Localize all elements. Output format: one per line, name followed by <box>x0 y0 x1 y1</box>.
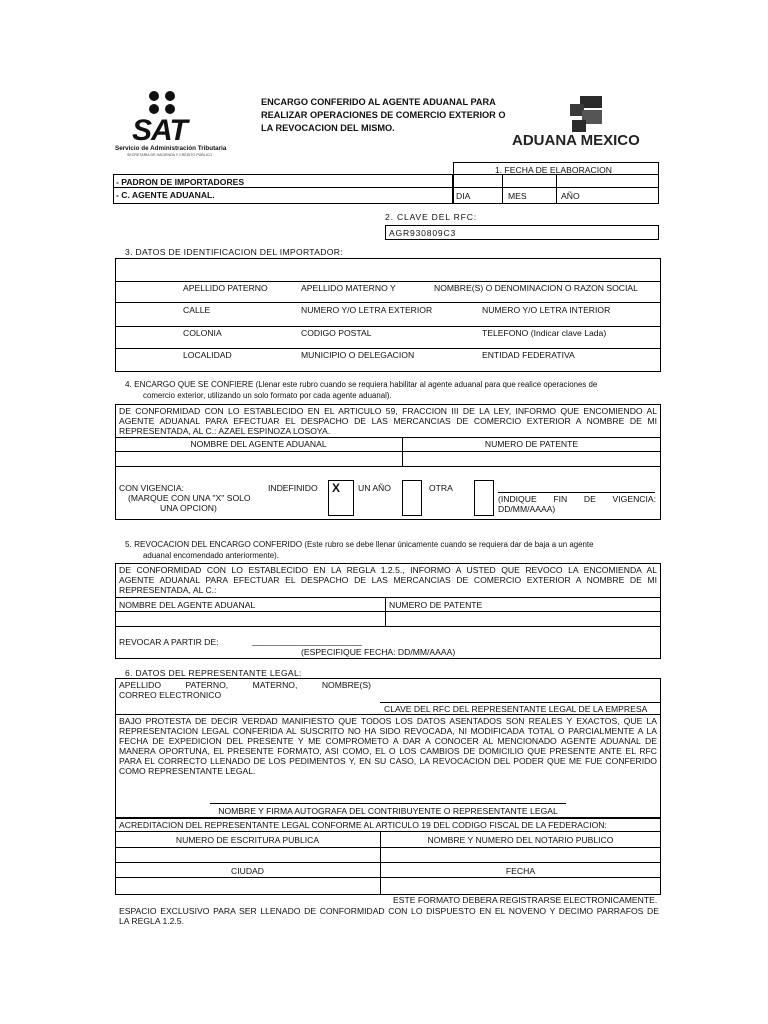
field-rep-apellido-paterno: APELLIDO PATERNO, <box>119 680 229 690</box>
marque-hint: (MARQUE CON UNA "X" SOLO <box>128 493 251 503</box>
form-title-line: REALIZAR OPERACIONES DE COMERCIO EXTERIOR O <box>261 110 506 120</box>
col-fecha: FECHA <box>505 866 536 876</box>
sat-logo <box>115 90 235 160</box>
field-numero-exterior: NUMERO Y/O LETRA EXTERIOR <box>301 305 433 315</box>
indefinido-label: INDEFINIDO <box>268 483 318 493</box>
col-escritura: NUMERO DE ESCRITURA PUBLICA <box>175 835 320 845</box>
revocar-fecha-field[interactable]: _______________________ <box>252 636 362 646</box>
fecha-mes: MES <box>508 191 527 201</box>
fecha-anio: AÑO <box>561 191 580 201</box>
fecha-label: 1. FECHA DE ELABORACION <box>495 165 613 175</box>
sat-logo-text: SAT <box>132 114 187 147</box>
col-ciudad: CIUDAD <box>231 866 264 876</box>
section5-heading-note: (Este rubro se debe llenar únicamente cuando se requiera dar de baja a un agente <box>304 540 594 549</box>
espacio-exclusivo-line: ESPACIO EXCLUSIVO PARA SER LLENADO DE CONFORMIDAD CON LO DISPUESTO EN EL NOVENO Y DECIMO PARRAFOS DE <box>119 906 659 916</box>
col-agente-aduanal: NOMBRE DEL AGENTE ADUANAL <box>190 439 327 449</box>
field-nombre-razon: NOMBRE(S) O DENOMINACION O RAZON SOCIAL <box>434 283 638 293</box>
field-localidad: LOCALIDAD <box>183 350 232 360</box>
protesta-text <box>119 716 657 776</box>
sat-small-text: SECRETARÍA DE HACIENDA Y CRÉDITO PÚBLICO <box>127 153 213 157</box>
rfc-value: AGR930809C3 <box>389 228 457 238</box>
encargo-text-line: DE CONFORMIDAD CON LO ESTABLECIDO EN EL ARTICULO 59, FRACCION III DE LA LEY, INFORMO QUE ENCOMIENDO AL <box>119 406 657 416</box>
firma-label: NOMBRE Y FIRMA AUTOGRAFA DEL CONTRIBUYENTE O REPRESENTANTE LEGAL <box>218 806 558 816</box>
revocar-label: REVOCAR A PARTIR DE: <box>119 637 219 647</box>
revocacion-col-agente: NOMBRE DEL AGENTE ADUANAL <box>119 600 256 610</box>
revocacion-text-line: AGENTE ADUANAL PARA EFECTUAR EL DESPACHO DE LAS MERCANCIAS DE COMERCIO EXTERIOR A NOMBRE DE MI <box>119 575 657 585</box>
registro-electronico-note: ESTE FORMATO DEBERA REGISTRARSE ELECTRONICAMENTE. <box>393 895 658 905</box>
section4-heading-bold: 4. ENCARGO QUE SE CONFIERE <box>125 380 254 389</box>
field-rep-materno: MATERNO, <box>252 680 298 690</box>
aduana-emblem-icon <box>570 96 602 134</box>
section5-heading <box>125 540 594 550</box>
form-title-line: ENCARGO CONFERIDO AL AGENTE ADUANAL PARA <box>261 97 496 107</box>
encargo-text <box>119 406 657 436</box>
section5-heading-bold: 5. REVOCACION DEL ENCARGO CONFERIDO <box>125 540 303 549</box>
clave-rfc-representante: CLAVE DEL RFC DEL REPRESENTANTE LEGAL DE LA EMPRESA <box>384 704 648 714</box>
sat-dots-icon <box>147 90 189 116</box>
indefinido-mark: X <box>332 481 341 495</box>
espacio-exclusivo <box>119 906 659 926</box>
vigencia-label: CON VIGENCIA: <box>119 483 184 493</box>
field-municipio: MUNICIPIO O DELEGACION <box>301 350 415 360</box>
revocacion-text <box>119 565 657 595</box>
form-title <box>261 96 506 135</box>
field-calle: CALLE <box>183 305 211 315</box>
revocacion-col-patente: NUMERO DE PATENTE <box>389 600 483 610</box>
padron-importadores: - PADRON DE IMPORTADORES <box>116 177 245 187</box>
encargo-text-line: REPRESENTADA, AL C.: AZAEL ESPINOZA LOSOYA. <box>119 426 331 436</box>
col-numero-patente: NUMERO DE PATENTE <box>484 439 579 449</box>
otra-label: OTRA <box>429 483 453 493</box>
revocacion-text-line: REPRESENTADA, AL C.: <box>119 585 217 595</box>
protesta-line: MANERA OPORTUNA, EL PRESENTE FORMATO, ASI COMO, EL O LOS CAMBIOS DE DOMICILIO QUE PRESENTE ANTE EL RFC <box>119 746 657 756</box>
col-notario: NOMBRE Y NUMERO DEL NOTARIO PUBLICO <box>427 835 614 845</box>
section4-heading <box>125 380 597 390</box>
rfc-label: 2. CLAVE DEL RFC: <box>385 212 477 222</box>
protesta-line: FECHA DE EXPEDICION DEL PRESENTE Y ME COMPROMETO A DAR A CONOCER AL MENCIONADO AGENTE ADUANAL DE <box>119 736 657 746</box>
field-numero-interior: NUMERO Y/O LETRA INTERIOR <box>482 305 611 315</box>
field-apellido-materno: APELLIDO MATERNO Y <box>301 283 396 293</box>
representante-nombre-row <box>119 680 371 690</box>
espacio-exclusivo-line: LA REGLA 1.2.5. <box>119 916 184 926</box>
un-anio-checkbox[interactable] <box>402 480 422 516</box>
indique-formato: DD/MM/AAAA) <box>498 504 556 514</box>
field-colonia: COLONIA <box>183 328 222 338</box>
marque-hint-2: UNA OPCION) <box>160 503 217 513</box>
field-apellido-paterno: APELLIDO PATERNO <box>183 283 268 293</box>
revocacion-text-line: DE CONFORMIDAD CON LO ESTABLECIDO EN LA REGLA 1.2.5., INFORMO A USTED QUE REVOCO LA ENCOMIENDA AL <box>119 565 657 575</box>
un-anio-label: UN AÑO <box>358 483 391 493</box>
sat-subtitle: Servicio de Administración Tributaria <box>115 145 227 152</box>
section5-heading-note-2: aduanal encomendado anteriormente). <box>143 551 279 560</box>
section4-heading-note-2: comercio exterior, utilizando un solo formato por cada agente aduanal). <box>143 391 392 400</box>
field-telefono: TELEFONO (Indicar clave Lada) <box>482 328 607 338</box>
form-title-line: LA REVOCACION DEL MISMO. <box>261 123 395 133</box>
field-correo: CORREO ELECTRONICO <box>119 690 222 700</box>
protesta-line: BAJO PROTESTA DE DECIR VERDAD MANIFIESTO QUE TODOS LOS DATOS ASENTADOS SON REALES Y EXACTOS, QUE LA <box>119 716 657 726</box>
section4-heading-note: (Llenar este rubro cuando se requiera habilitar al agente aduanal para que realice operaciones de <box>255 380 598 389</box>
encargo-text-line: AGENTE ADUANAL PARA EFECTUAR EL DESPACHO DE LAS MERCANCIAS DE COMERCIO EXTERIOR A NOMBRE DE MI <box>119 416 657 426</box>
aduana-logo <box>512 96 640 152</box>
otra-checkbox[interactable] <box>474 480 494 516</box>
protesta-line: COMO REPRESENTANTE LEGAL. <box>119 766 256 776</box>
especifique-fecha: (ESPECIFIQUE FECHA: DD/MM/AAAA) <box>301 647 456 657</box>
protesta-line: REPRESENTACION LEGAL CONFERIDA AL SUSCRITO NO HA SIDO REVOCADA, NI MODIFICADA TOTAL O PARCIALMENTE A LA <box>119 726 657 736</box>
field-rep-nombres: NOMBRE(S) <box>321 680 371 690</box>
field-entidad: ENTIDAD FEDERATIVA <box>482 350 575 360</box>
indique-fin-vigencia: (INDIQUE FIN DE VIGENCIA: <box>498 494 656 504</box>
section6-heading: 6. DATOS DEL REPRESENTANTE LEGAL: <box>125 668 302 678</box>
section3-heading: 3. DATOS DE IDENTIFICACION DEL IMPORTADOR: <box>125 247 343 257</box>
field-codigo-postal: CODIGO POSTAL <box>301 328 372 338</box>
fecha-dia: DIA <box>456 191 471 201</box>
firma-line <box>210 803 566 804</box>
acreditacion-heading: ACREDITACION DEL REPRESENTANTE LEGAL CONFORME AL ARTICULO 19 DEL CODIGO FISCAL DE LA FEDERACION: <box>119 820 607 830</box>
agente-aduanal-line: - C. AGENTE ADUANAL. <box>116 190 215 200</box>
protesta-line: PARA EL CORRECTO LLENADO DE LOS PEDIMENTOS Y, EN SU CASO, LA REVOCACION DEL PODER QUE ME FUE CONFERIDO <box>119 756 657 766</box>
aduana-logo-text: ADUANA MEXICO <box>512 132 640 149</box>
